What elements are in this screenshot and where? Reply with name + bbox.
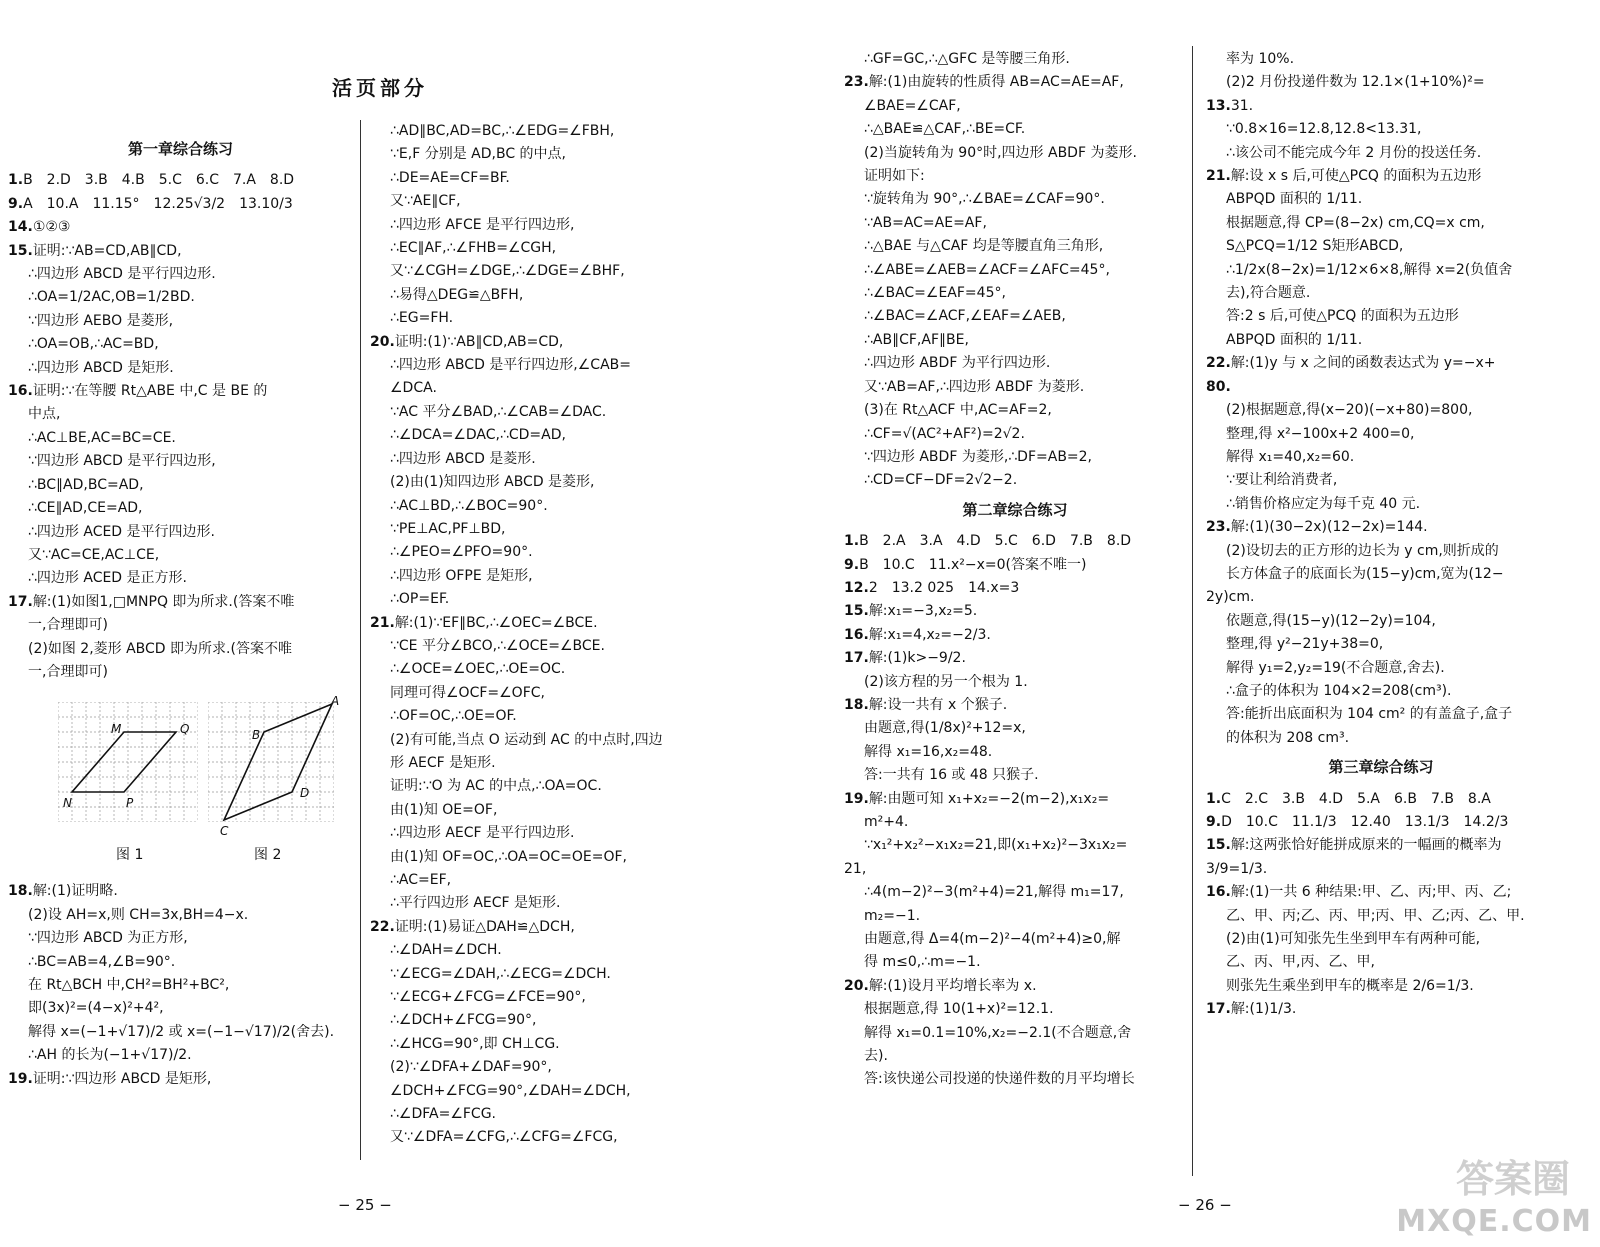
answer-line: 一,合理即可) (28, 663, 108, 680)
question-number: 15. (8, 242, 33, 259)
answer-line: ∴四边形 ACED 是平行四边形. (28, 523, 215, 540)
answer-line: 同理可得∠OCF=∠OFC, (390, 684, 545, 701)
answer-line: 21.解:设 x s 后,可使△PCQ 的面积为五边形 (1206, 168, 1482, 185)
answer-line: 9.B 10.C 11.x²−x=0(答案不唯一) (844, 556, 1087, 573)
answer-line: 1.C 2.C 3.B 4.D 5.A 6.B 7.B 8.A (1206, 790, 1491, 807)
answer-line: ∴AH 的长为(−1+√17)/2. (28, 1047, 192, 1064)
answer-line: 率为 10%. (1226, 51, 1295, 67)
question-number: 15. (1206, 837, 1231, 854)
question-number: 23. (844, 74, 869, 91)
fig1-caption: 图 1 (116, 847, 144, 864)
answer-line: 根据题意,得 10(1+x)²=12.1. (864, 1001, 1054, 1018)
answer-line: ∵x₁²+x₂²−x₁x₂=21,即(x₁+x₂)²−3x₁x₂= (864, 837, 1128, 854)
answer-line: 17.解:(1)k>−9/2. (844, 650, 966, 667)
answer-line: ∴∠ABE=∠AEB=∠ACF=∠AFC=45°, (864, 261, 1110, 278)
question-number: 17. (1206, 1001, 1231, 1018)
answer-line: 答:能折出底面积为 104 cm² 的有盖盒子,盒子 (1226, 706, 1513, 723)
question-number: 9. (8, 195, 24, 212)
question-number: 15. (844, 603, 869, 620)
answer-line: ∵CE 平分∠BCO,∴∠OCE=∠BCE. (390, 637, 605, 654)
answer-line: ABPQD 面积的 1/11. (1226, 331, 1363, 348)
fig2-label-c: C (220, 824, 229, 839)
chapter3-answers (1206, 788, 1556, 1022)
answer-line: ∵∠ECG+∠FCG=∠FCE=90°, (390, 989, 586, 1006)
answer-line: 解得 x₁=40,x₂=60. (1226, 448, 1355, 465)
answer-line: (2)该方程的另一个根为 1. (864, 673, 1028, 690)
answer-line: ∴OP=EF. (390, 591, 450, 608)
fig2-caption: 图 2 (254, 847, 282, 864)
answer-line: 2y)cm. (1206, 589, 1255, 606)
answer-line: ∴BC∥AD,BC=AD, (28, 476, 144, 493)
answer-line: 21.解:(1)∵EF∥BC,∴∠OEC=∠BCE. (370, 614, 598, 631)
question-number: 1. (8, 172, 24, 189)
answer-line: 解得 x=(−1+√17)/2 或 x=(−1−√17)/2(舍去). (28, 1023, 335, 1040)
answer-line: 由(1)知 OF=OC,∴OA=OC=OE=OF, (390, 848, 627, 865)
chapter1-heading: 第一章综合练习 (127, 140, 233, 158)
watermark-logo: 答案圈 (1455, 1157, 1570, 1201)
answer-line: S△PCQ=1/12 S矩形ABCD, (1226, 238, 1404, 255)
answer-line: 15.解:x₁=−3,x₂=5. (844, 603, 978, 620)
page-number-left: − 25 − (338, 1196, 392, 1214)
answer-line: 乙、丙、甲,丙、乙、甲, (1226, 954, 1375, 971)
answer-line: (2)∵∠DFA+∠DAF=90°, (390, 1059, 552, 1076)
answer-line: 答:一共有 16 或 48 只猴子. (864, 767, 1039, 784)
question-number: 14. (8, 219, 33, 236)
figures (8, 696, 353, 874)
answer-line: ∴四边形 ABCD 是菱形. (390, 450, 536, 467)
answer-line: (2)当旋转角为 90°时,四边形 ABDF 为菱形. (864, 144, 1137, 161)
answer-line: 1.B 2.D 3.B 4.B 5.C 6.C 7.A 8.D (8, 172, 295, 189)
answer-column-4 (1206, 48, 1556, 1022)
answer-line: ∴四边形 ABDF 为平行四边形. (864, 355, 1051, 372)
answer-line: ∴∠DCH+∠FCG=90°, (390, 1012, 537, 1029)
answer-line: 整理,得 x²−100x+2 400=0, (1226, 425, 1415, 442)
page-title: 活页部分 (332, 76, 428, 100)
answer-line: ∴EG=FH. (390, 310, 454, 327)
answer-line: 解得 y₁=2,y₂=19(不合题意,舍去). (1226, 659, 1445, 676)
answer-line: ∵AC 平分∠BAD,∴∠CAB=∠DAC. (390, 403, 607, 420)
question-number: 12. (844, 579, 869, 596)
answer-line: (2)设 AH=x,则 CH=3x,BH=4−x. (28, 906, 249, 923)
answer-line: ∵四边形 AEBO 是菱形, (28, 312, 174, 329)
answer-line: ∵旋转角为 90°,∴∠BAE=∠CAF=90°. (864, 191, 1105, 208)
question-number: 18. (844, 696, 869, 713)
answer-line: 答:该快递公司投递的快递件数的月平均增长 (864, 1071, 1135, 1088)
answer-line: ∴OF=OC,∴OE=OF. (390, 708, 517, 725)
answer-line: 1.B 2.A 3.A 4.D 5.C 6.D 7.B 8.D (844, 533, 1132, 550)
question-number: 18. (8, 883, 33, 900)
answer-line: (2)2 月份投递件数为 12.1×(1+10%)²= (1226, 74, 1485, 91)
answer-line: ∴四边形 ACED 是正方形. (28, 570, 187, 587)
answer-line: ∴4(m−2)²−3(m²+4)=21,解得 m₁=17, (864, 884, 1124, 901)
answer-line: 去). (864, 1048, 888, 1065)
column-divider-2 (1192, 46, 1193, 1176)
question-number: 16. (8, 383, 33, 400)
answer-column-3 (844, 48, 1186, 1092)
answer-line: ∴EC∥AF,∴∠FHB=∠CGH, (390, 240, 557, 257)
answer-line: 22.解:(1)y 与 x 之间的函数表达式为 y=−x+ (1206, 355, 1496, 372)
answer-line: m²+4. (864, 814, 909, 830)
answer-line: ∴CD=CF−DF=2√2−2. (864, 472, 1018, 489)
fig1-label-q: Q (180, 722, 190, 737)
answer-line: ∴销售价格应定为每千克 40 元. (1226, 495, 1421, 512)
answer-line: ∴OA=1/2AC,OB=1/2BD. (28, 289, 195, 306)
answer-line: 又∵AE∥CF, (390, 193, 461, 210)
answer-line: 解得 x₁=16,x₂=48. (864, 743, 993, 760)
answer-line: ∴易得△DEG≌△BFH, (390, 286, 524, 303)
answer-line: ∵PE⊥AC,PF⊥BD, (390, 520, 506, 537)
question-number: 23. (1206, 519, 1231, 536)
answer-line: 证明:∵O 为 AC 的中点,∴OA=OC. (390, 778, 602, 795)
answer-line: 23.解:(1)由旋转的性质得 AB=AC=AE=AF, (844, 74, 1124, 91)
column2-answers (370, 120, 715, 1150)
answer-line: ∴该公司不能完成今年 2 月份的投送任务. (1226, 144, 1482, 161)
answer-line: ∴盒子的体积为 104×2=208(cm³). (1226, 682, 1452, 699)
answer-line: 在 Rt△BCH 中,CH²=BH²+BC², (28, 976, 230, 993)
answer-line: 12.2 13.2 025 14.x=3 (844, 579, 1020, 596)
answer-line: ∵0.8×16=12.8,12.8<13.31, (1226, 121, 1422, 138)
answer-line: ∠DCA. (390, 380, 437, 397)
question-number: 17. (8, 593, 33, 610)
question-number: 19. (8, 1070, 33, 1087)
answer-line: ∵AB=AC=AE=AF, (864, 214, 987, 231)
answer-line: 整理,得 y²−21y+38=0, (1226, 636, 1384, 653)
answer-line: 20.证明:(1)∵AB∥CD,AB=CD, (370, 333, 564, 350)
answer-line: ∴∠DCA=∠DAC,∴CD=AD, (390, 427, 566, 444)
answer-line: ∴四边形 ABCD 是平行四边形. (28, 266, 216, 283)
fig1-label-m: M (111, 722, 122, 737)
question-number: 80. (1206, 378, 1231, 395)
answer-line: (2)由(1)知四边形 ABCD 是菱形, (390, 474, 595, 491)
column-divider-1 (360, 120, 361, 1160)
answer-line: 得 m≤0,∴m=−1. (864, 954, 981, 971)
answer-line: ∴△BAE 与△CAF 均是等腰直角三角形, (864, 238, 1104, 255)
answer-line: 23.解:(1)(30−2x)(12−2x)=144. (1206, 519, 1428, 536)
question-number: 21. (370, 614, 395, 631)
answer-line: ∴∠HCG=90°,即 CH⊥CG. (390, 1035, 560, 1052)
answer-line: ∴CF=√(AC²+AF²)=2√2. (864, 425, 1025, 442)
answer-line: ∴△BAE≌△CAF,∴BE=CF. (864, 121, 1026, 138)
answer-line: ∴AB∥CF,AF∥BE, (864, 331, 969, 348)
answer-line: 解得 x₁=0.1=10%,x₂=−2.1(不合题意,舍 (864, 1024, 1132, 1041)
question-number: 21. (1206, 168, 1231, 185)
question-number: 20. (844, 977, 869, 994)
answer-line: (2)根据题意,得(x−20)(−x+80)=800, (1226, 402, 1473, 419)
watermark-text: MXQE.COM (1396, 1204, 1592, 1239)
answer-line: 即(3x)²=(4−x)²+4², (28, 1000, 164, 1017)
answer-line: 20.解:(1)设月平均增长率为 x. (844, 977, 1037, 994)
answer-line: ∴∠DAH=∠DCH. (390, 942, 502, 959)
chapter2-answers (844, 530, 1186, 1092)
answer-line: 21, (844, 860, 867, 877)
answer-line: 15.证明:∵AB=CD,AB∥CD, (8, 242, 182, 259)
answer-line: 又∵AB=AF,∴四边形 ABDF 为菱形. (864, 378, 1085, 395)
answer-line: ∴四边形 ABCD 是矩形. (28, 359, 174, 376)
answer-line: 由题意,得 Δ=4(m−2)²−4(m²+4)≥0,解 (864, 931, 1121, 948)
answer-line: ∴∠BAC=∠ACF,∠EAF=∠AEB, (864, 308, 1066, 325)
question-number: 17. (844, 650, 869, 667)
answer-line: 17.解:(1)1/3. (1206, 1001, 1297, 1018)
answer-line: 又∵∠DFA=∠CFG,∴∠CFG=∠FCG, (390, 1129, 618, 1146)
page-number-right: − 26 − (1178, 1196, 1232, 1214)
answer-line: ∴DE=AE=CF=BF. (390, 169, 510, 186)
answer-line: 去),符合题意. (1226, 285, 1311, 302)
question-number: 1. (844, 533, 860, 550)
answer-line: ∴∠OCE=∠OEC,∴OE=OC. (390, 661, 566, 678)
answer-line: ∴GF=GC,∴△GFC 是等腰三角形. (864, 51, 1070, 67)
answer-line: ∴1/2x(8−2x)=1/12×6×8,解得 x=2(负值舍 (1226, 261, 1513, 278)
answer-line: ∵四边形 ABCD 是平行四边形, (28, 453, 216, 470)
answer-line: 17.解:(1)如图1,□MNPQ 即为所求.(答案不唯 (8, 593, 295, 610)
answer-line: ∴AD∥BC,AD=BC,∴∠EDG=∠FBH, (390, 123, 615, 139)
question-number: 20. (370, 333, 395, 350)
figure-2 (208, 702, 334, 822)
column3-answers (844, 48, 1186, 493)
question-number: 19. (844, 790, 869, 807)
answer-line: 由(1)知 OE=OF, (390, 801, 498, 818)
question-number: 22. (370, 918, 395, 935)
question-number: 16. (1206, 884, 1231, 901)
answer-line: 9.D 10.C 11.1/3 12.40 13.1/3 14.2/3 (1206, 814, 1509, 830)
answer-line: 由题意,得(1/8x)²+12=x, (864, 720, 1026, 737)
answer-line: (2)有可能,当点 O 运动到 AC 的中点时,四边 (390, 731, 663, 748)
answer-line: 16.证明:∵在等腰 Rt△ABE 中,C 是 BE 的 (8, 383, 268, 400)
answer-line: 19.解:由题可知 x₁+x₂=−2(m−2),x₁x₂= (844, 790, 1110, 807)
answer-line: ∵E,F 分别是 AD,BC 的中点, (390, 146, 566, 163)
fig1-label-n: N (63, 796, 72, 811)
answer-line: (3)在 Rt△ACF 中,AC=AF=2, (864, 402, 1052, 419)
answer-line: (2)由(1)可知张先生坐到甲车有两种可能, (1226, 931, 1481, 948)
answer-line: ∴∠DFA=∠FCG. (390, 1106, 496, 1123)
answer-line: ∠DCH+∠FCG=90°,∠DAH=∠DCH, (390, 1082, 631, 1099)
answer-line: 则张先生乘坐到甲车的概率是 2/6=1/3. (1226, 977, 1474, 994)
fig1-label-p: P (126, 796, 134, 811)
answer-line: 根据题意,得 CP=(8−2x) cm,CQ=x cm, (1226, 214, 1485, 231)
answer-line: 14.①②③ (8, 219, 71, 236)
answer-line: 19.证明:∵四边形 ABCD 是矩形, (8, 1070, 212, 1087)
chapter3-heading: 第三章综合练习 (1328, 758, 1434, 777)
answer-line: 依题意,得(15−y)(12−2y)=104, (1226, 612, 1436, 629)
fig2-label-b: B (252, 728, 261, 743)
answer-line: 3/9=1/3. (1206, 860, 1268, 877)
answer-line: ∴OA=OB,∴AC=BD, (28, 336, 159, 353)
answer-line: 16.解:(1)一共 6 种结果:甲、乙、丙;甲、丙、乙; (1206, 884, 1512, 901)
question-number: 9. (1206, 814, 1222, 830)
answer-line: ∵要让利给消费者, (1226, 472, 1338, 489)
answer-line: ∵∠ECG=∠DAH,∴∠ECG=∠DCH. (390, 965, 611, 982)
answer-line: 9.A 10.A 11.15° 12.25√3/2 13.10/3 (8, 195, 293, 212)
answer-line: 的体积为 208 cm³. (1226, 729, 1350, 746)
answer-line: ∴∠PEO=∠PFO=90°. (390, 544, 533, 561)
answer-line: ∴BC=AB=4,∠B=90°. (28, 953, 176, 970)
answer-line: 13.31. (1206, 97, 1254, 114)
answer-line: 形 AECF 是矩形. (390, 754, 496, 771)
answer-line: ∴AC=EF, (390, 872, 452, 888)
answer-line: ∴CE∥AD,CE=AD, (28, 500, 143, 517)
answer-line: 16.解:x₁=4,x₂=−2/3. (844, 626, 991, 643)
answer-line: 中点, (28, 406, 61, 423)
chapter1-answers (8, 169, 353, 684)
answer-line: ∵四边形 ABDF 为菱形,∴DF=AB=2, (864, 448, 1093, 465)
answer-line: 乙、甲、丙;乙、丙、甲;丙、甲、乙;丙、乙、甲. (1226, 907, 1525, 924)
answer-line: 又∵∠CGH=∠DGE,∴∠DGE=∠BHF, (390, 263, 625, 280)
answer-line: ∴四边形 AECF 是平行四边形. (390, 825, 575, 842)
answer-line: ∴平行四边形 AECF 是矩形. (390, 895, 561, 912)
answer-line: 15.解:这两张恰好能拼成原来的一幅画的概率为 (1206, 837, 1502, 854)
answer-line: ∠BAE=∠CAF, (864, 97, 961, 114)
answer-line: 又∵AC=CE,AC⊥CE, (28, 546, 160, 563)
answer-line: 22.证明:(1)易证△DAH≌△DCH, (370, 918, 575, 935)
question-number: 1. (1206, 790, 1222, 807)
answer-line: ∴AC⊥BD,∴∠BOC=90°. (390, 497, 548, 514)
answer-line: (2)如图 2,菱形 ABCD 即为所求.(答案不唯 (28, 640, 292, 657)
answer-line: ∵四边形 ABCD 为正方形, (28, 930, 188, 947)
chapter2-heading: 第二章综合练习 (962, 500, 1068, 519)
fig2-label-d: D (300, 786, 310, 801)
answer-line: ∴四边形 ABCD 是平行四边形,∠CAB= (390, 357, 631, 374)
answer-line: 一,合理即可) (28, 617, 108, 634)
answer-line: 18.解:(1)证明略. (8, 883, 118, 900)
answer-line: 证明如下: (864, 168, 925, 185)
question-number: 13. (1206, 97, 1231, 114)
answer-column-1 (8, 132, 353, 1091)
answer-line (1206, 376, 1556, 399)
answer-line: ∴四边形 OFPE 是矩形, (390, 567, 533, 584)
question-number: 16. (844, 626, 869, 643)
answer-line: ∴AC⊥BE,AC=BC=CE. (28, 429, 176, 446)
answer-line: 长方体盒子的底面长为(15−y)cm,宽为(12− (1226, 565, 1504, 582)
question-number: 9. (844, 556, 860, 573)
answer-line: m₂=−1. (864, 907, 921, 924)
answer-line: ABPQD 面积的 1/11. (1226, 191, 1363, 208)
answer-column-2 (370, 120, 715, 1150)
chapter1-answers-cont (8, 880, 353, 1091)
fig2-label-a: A (331, 694, 340, 709)
answer-line: (2)设切去的正方形的边长为 y cm,则折成的 (1226, 542, 1499, 559)
answer-line: 18.解:设一共有 x 个猴子. (844, 696, 1008, 713)
answer-line: 答:2 s 后,可使△PCQ 的面积为五边形 (1226, 308, 1459, 325)
question-number: 22. (1206, 355, 1231, 372)
answer-line: ∴四边形 AFCE 是平行四边形, (390, 216, 575, 233)
answer-line: ∴∠BAC=∠EAF=45°, (864, 285, 1006, 302)
column4-answers (1206, 48, 1556, 750)
